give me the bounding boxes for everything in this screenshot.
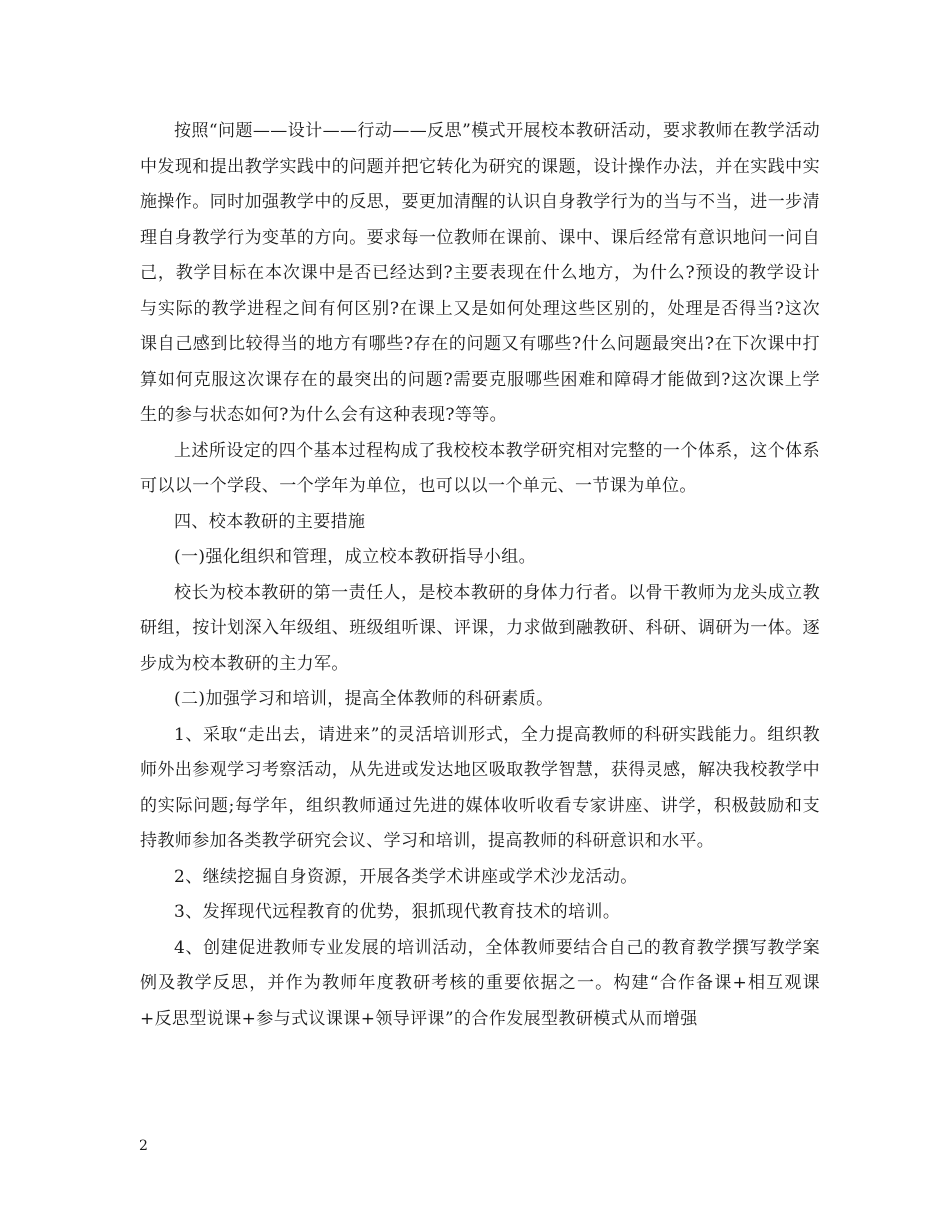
- list-item-1: 1、采取“走出去，请进来”的灵活培训形式，全力提高教师的科研实践能力。组织教师外出参观学习考察活动，从先进或发达地区吸取教学智慧，获得灵感，解决我校教学中的实际问题;每学年，组织教师通过先进的媒体收听收看专家讲座、讲学，积极鼓励和支持教师参加各类教学研究会议、学习和培训，提高教师的科研意识和水平。: [140, 724, 820, 851]
- paragraph-principal-role: 校长为校本教研的第一责任人，是校本教研的身体力行者。以骨干教师为龙头成立教研组，按计划深入年级组、班级组听课、评课，力求做到融教研、科研、调研为一体。逐步成为校本教研的主力军。: [140, 582, 820, 674]
- paragraph-reflection-model: 按照“问题——设计——行动——反思”模式开展校本教研活动，要求教师在教学活动中发现和提出教学实践中的问题并把它转化为研究的课题，设计操作办法，并在实践中实施操作。同时加强教学中的反思，要更加清醒的认识自身教学行为的当与不当，进一步清理自身教学行为变革的方向。要求每一位教师在课前、课中、课后经常有意识地问一问自己，教学目标在本次课中是否已经达到?主要表现在什么地方，为什么?预设的教学设计与实际的教学进程之间有何区别?在课上又是如何处理这些区别的，处理是否得当?这次课自己感到比较得当的地方有哪些?存在的问题又有哪些?什么问题最突出?在下次课中打算如何克服这次课存在的最突出的问题?需要克服哪些困难和障碍才能做到?这次课上学生的参与状态如何?为什么会有这种表现?等等。: [140, 121, 820, 425]
- paragraph-four-processes: 上述所设定的四个基本过程构成了我校校本教学研究相对完整的一个体系，这个体系可以以一个学段、一个学年为单位，也可以以一个单元、一节课为单位。: [140, 440, 820, 496]
- body-text: [140, 114, 820, 1037]
- subheading-organization: (一)强化组织和管理，成立校本教研指导小组。: [174, 547, 537, 567]
- section-heading-measures: 四、校本教研的主要措施: [174, 511, 366, 532]
- list-item-4: 4、创建促进教师专业发展的培训活动，全体教师要结合自己的教育教学撰写教学案例及教学反思，并作为教师年度教研考核的重要依据之一。构建“合作备课+相互观课+反思型说课+参与式议课课+领导评课”的合作发展型教研模式从而增强: [140, 937, 820, 1029]
- list-item-2: 2、继续挖掘自身资源，开展各类学术讲座或学术沙龙活动。: [174, 866, 638, 887]
- page-number: 2: [139, 1138, 148, 1154]
- list-item-3: 3、发挥现代远程教育的优势，狠抓现代教育技术的培训。: [174, 902, 621, 922]
- subheading-training: (二)加强学习和培训，提高全体教师的科研素质。: [174, 689, 554, 709]
